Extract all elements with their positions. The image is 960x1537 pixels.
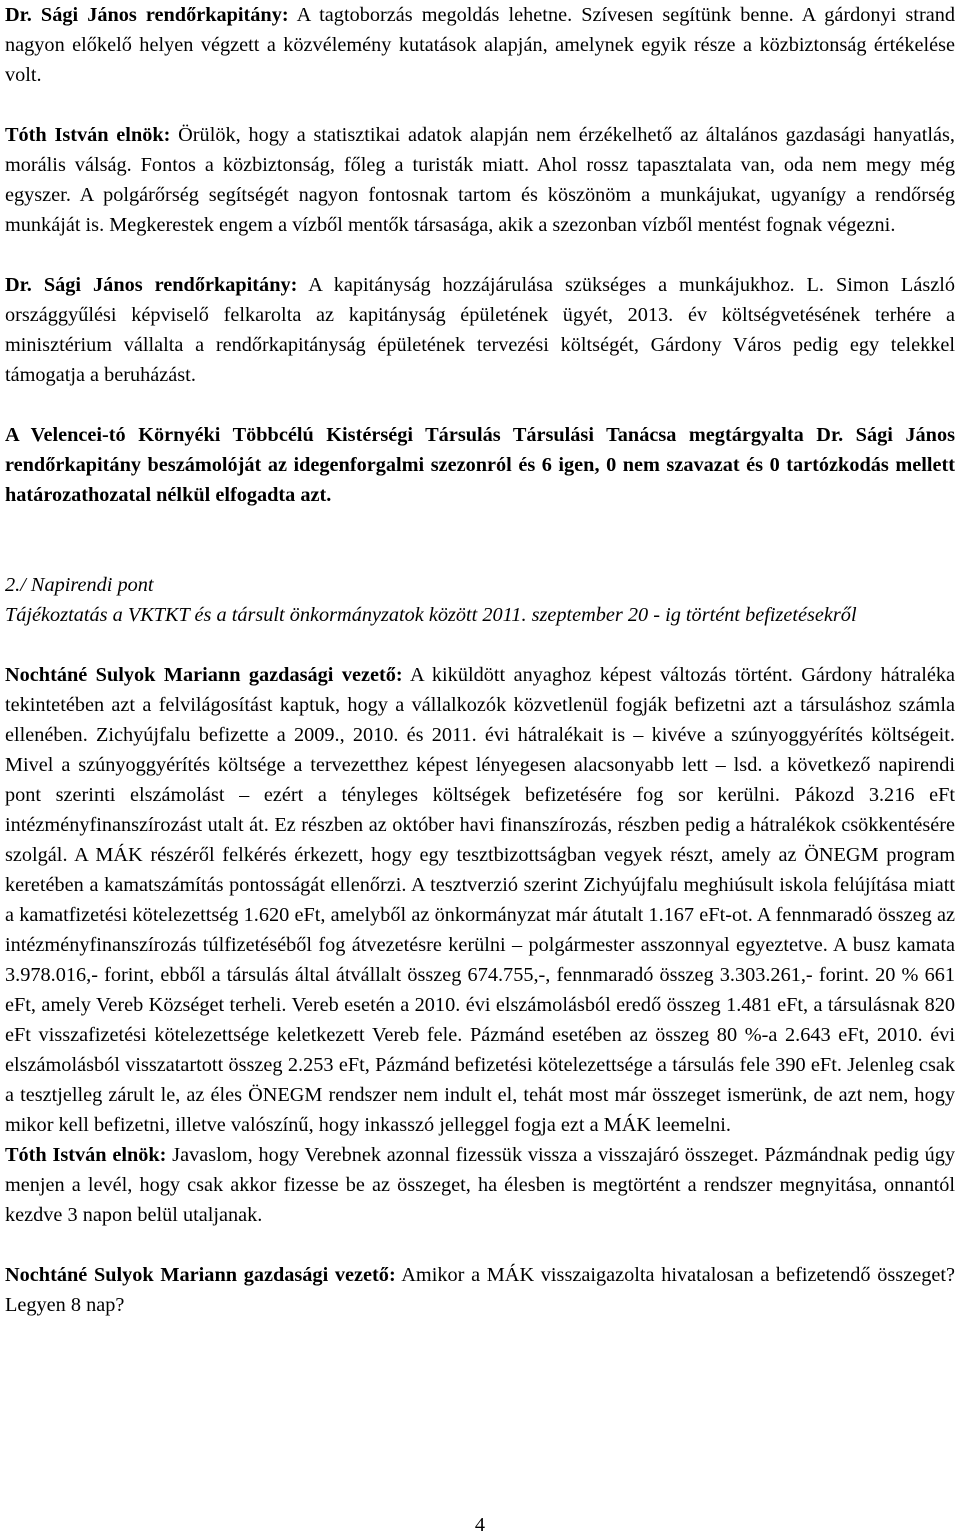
speaker-name: Dr. Sági János rendőrkapitány: bbox=[5, 4, 289, 26]
paragraph-text: A kiküldött anyaghoz képest változás történt. Gárdony hátraléka tekintetében azt a felvilágosítást kaptuk, hogy a vállalkozók közvetlenül fogják befizetni azt a társuláshoz számla ellenében. Zichyújfalu befizette a 2009., 2010. és 2011. évi hátralékait is – kivéve a szúnyoggyérítés költségeit. Mivel a szúnyoggyérítés költsége a tervezetthez képest lényegesen alacsonyabb lett – lsd. a következő napirendi pont szerinti elszámolást – ezért a tényleges költségek befizetésére fog sor kerülni. Pákozd 3.216 eFt intézményfinanszírozást utalt át. Ez részben az október havi finanszírozás, részben pedig a hátralékok csökkentésére szolgál. A MÁK részéről felkérés érkezett, hogy egy tesztbizottságban vegyek részt, amely az ÖNEGM program keretében a kamatszámítás pontosságát ellenőrzi. A tesztverzió szerint Zichyújfalu meghiúsult iskola felújítása miatt a kamatfizetési kötelezettség 1.620 eFt, amelyből az önkormányzat már átutalt 1.167 eFt-ot. A fennmaradó összeg az intézményfinanszírozás túlfizetéséből fog átvezetésre kerülni – polgármester asszonnyal egyeztetve. A busz kamata 3.978.016,- forint, ebből a társulás által átvállalt összeg 674.755,-, fennmaradó összeg 3.303.261,- forint. 20 % 661 eFt, amely Vereb Községet terheli. Vereb esetén a 2010. évi elszámolásból eredő összeg 1.481 eFt, a társulásnak 820 eFt visszafizetési kötelezettsége keletkezett Vereb fele. Pázmánd esetében az összeg 80 %-a 2.643 eFt, 2010. évi elszámolásból visszatartott összeg 2.253 eFt, Pázmánd befizetési kötelezettsége a társulás fele 390 eFt. Jelenleg csak a tesztjelleg zárult le, az éles ÖNEGM rendszer nem indult el, tehát most már összeget ismerünk, de azt nem, hogy mikor kell befizetni, illetve valószínű, hogy inkasszó jelleggel fogja ezt a MÁK leemelni. bbox=[5, 664, 955, 1136]
speaker-name: Tóth István elnök: bbox=[5, 1144, 167, 1166]
paragraph-toth-1 bbox=[5, 120, 955, 240]
speaker-name: Nochtáné Sulyok Mariann gazdasági vezető: bbox=[5, 1264, 396, 1286]
document-page bbox=[5, 0, 955, 1320]
paragraph-text: Amikor a MÁK visszaigazolta hivatalosan a befizetendő összeget? Legyen 8 nap? bbox=[5, 1264, 955, 1316]
paragraph-spacer bbox=[5, 1230, 955, 1260]
speaker-name: Nochtáné Sulyok Mariann gazdasági vezető: bbox=[5, 664, 403, 686]
paragraph-spacer bbox=[5, 90, 955, 120]
paragraph-nochtane-1 bbox=[5, 660, 955, 1140]
speaker-name: Dr. Sági János rendőrkapitány: bbox=[5, 274, 298, 296]
paragraph-sagi-2 bbox=[5, 270, 955, 390]
paragraph-nochtane-2 bbox=[5, 1260, 955, 1320]
paragraph-text: A kapitányság hozzájárulása szükséges a munkájukhoz. L. Simon László országgyűlési képviselő felkarolta az kapitányság épületének ügyét, 2013. év költségvetésének terhére a minisztérium vállalta a rendőrkapitányság épületének tervezési költségét, Gárdony Város pedig egy telekkel támogatja a beruházást. bbox=[5, 274, 955, 386]
paragraph-spacer bbox=[5, 390, 955, 420]
paragraph-text: Javaslom, hogy Verebnek azonnal fizessük vissza a visszajáró összeget. Pázmándnak pedig úgy menjen a levél, hogy csak akkor fizesse be az összeget, ha élesben is megtörtént a rendszer megnyitása, onnantól kezdve 3 napon belül utaljanak. bbox=[5, 1144, 955, 1226]
paragraph-sagi-1 bbox=[5, 0, 955, 90]
agenda-number: 2./ Napirendi pont bbox=[5, 574, 154, 596]
speaker-name: Tóth István elnök: bbox=[5, 124, 171, 146]
section-spacer bbox=[5, 510, 955, 570]
agenda-title: Tájékoztatás a VKTKT és a társult önkormányzatok között 2011. szeptember 20 - ig történt befizetésekről bbox=[5, 604, 857, 626]
paragraph-text: Örülök, hogy a statisztikai adatok alapján nem érzékelhető az általános gazdasági hanyatlás, morális válság. Fontos a közbiztonság, főleg a turisták miatt. Ahol rossz tapasztalata van, oda nem megy még egyszer. A polgárőrség segítségét nagyon fontosnak tartom és köszönöm a munkájukat, ugyanígy a rendőrség munkáját is. Megkerestek engem a vízből mentők társasága, akik a szezonban vízből mentést fognak végezni. bbox=[5, 124, 955, 236]
paragraph-spacer bbox=[5, 630, 955, 660]
paragraph-spacer bbox=[5, 240, 955, 270]
paragraph-toth-2 bbox=[5, 1140, 955, 1230]
resolution-text: A Velencei-tó Környéki Többcélú Kistérségi Társulás Társulási Tanácsa megtárgyalta Dr. Sági János rendőrkapitány beszámolóját az idegenforgalmi szezonról és 6 igen, 0 nem szavazat és 0 tartózkodás mellett határozathozatal nélkül elfogadta azt. bbox=[5, 424, 955, 506]
paragraph-text: A tagtoborzás megoldás lehetne. Szívesen segítünk benne. A gárdonyi strand nagyon előkelő helyen végzett a közvélemény kutatások alapján, amelynek egyik része a közbiztonság értékelése volt. bbox=[5, 4, 955, 86]
page-number: 4 bbox=[474, 1514, 486, 1536]
